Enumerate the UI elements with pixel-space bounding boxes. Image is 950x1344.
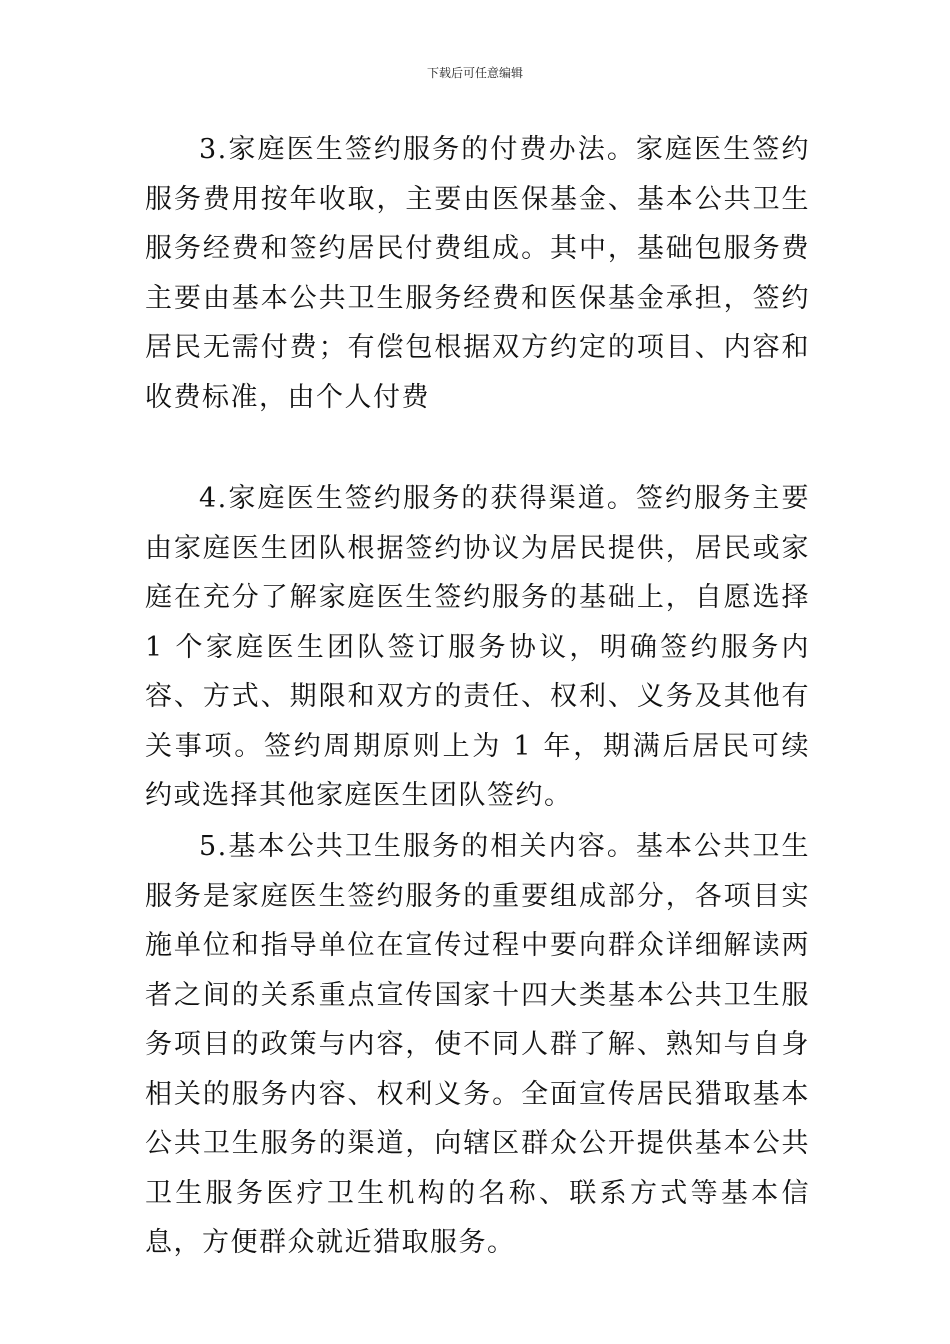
paragraph-payment-methods: 3.家庭医生签约服务的付费办法。家庭医生签约服务费用按年收取，主要由医保基金、基本公共卫生服务经费和签约居民付费组成。其中，基础包服务费主要由基本公共卫生服务经费和医保基金承担，签约居民无需付费；有偿包根据双方约定的项目、内容和收费标准，由个人付费 [145, 134, 810, 413]
page-header-note: 下载后可任意编辑 [426, 66, 523, 80]
paragraph-public-health-services: 5.基本公共卫生服务的相关内容。基本公共卫生服务是家庭医生签约服务的重要组成部分，各项目实施单位和指导单位在宣传过程中要向群众详细解读两者之间的关系重点宣传国家十四大类基本公共卫生服务项目的政策与内容，使不同人群了解、熟知与自身相关的服务内容、权利义务。全面宣传居民猎取基本公共卫生服务的渠道，向辖区群众公开提供基本公共卫生服务医疗卫生机构的名称、联系方式等基本信息，方便群众就近猎取服务。 [145, 831, 810, 1258]
paragraph-access-channels: 4.家庭医生签约服务的获得渠道。签约服务主要由家庭医生团队根据签约协议为居民提供，居民或家庭在充分了解家庭医生签约服务的基础上，自愿选择 1 个家庭医生团队签订服务协议，明确签约服务内容、方式、期限和双方的责任、权利、义务及其他有关事项。签约周期原则上为 1 年，期满后居民可续约或选择其他家庭医生团队签约。 [145, 483, 810, 811]
